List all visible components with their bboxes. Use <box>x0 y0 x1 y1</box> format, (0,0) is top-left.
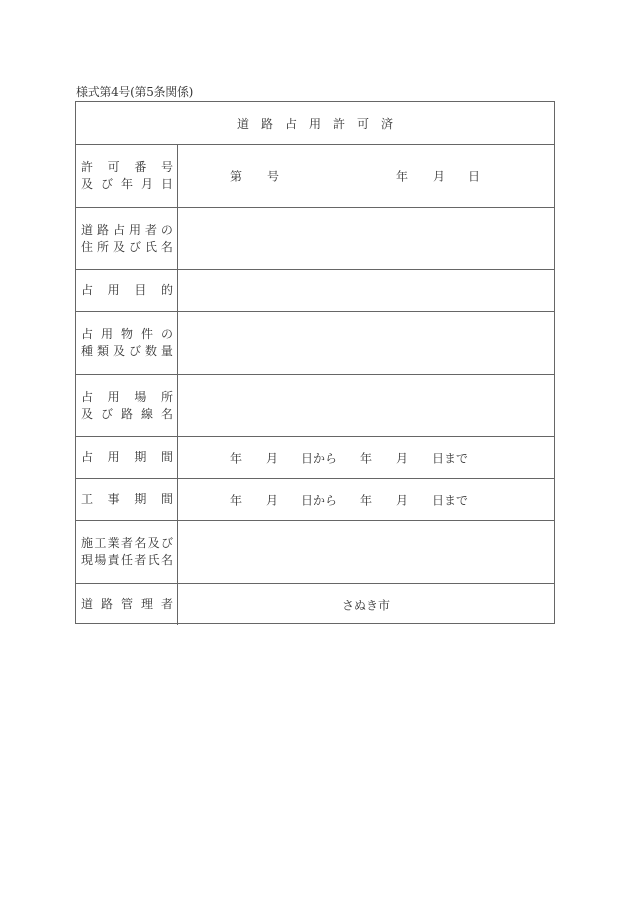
label-char: 管 <box>120 597 133 611</box>
label-char: の <box>160 327 173 341</box>
title-char: 道 <box>236 116 249 131</box>
label-char: 路 <box>100 597 113 611</box>
label-char: 場 <box>134 389 147 404</box>
label-char: 者 <box>144 222 157 237</box>
label-char: 及 <box>112 239 125 254</box>
value-part: 日まで <box>432 493 469 507</box>
label-char: 占 <box>81 389 94 404</box>
value-part: 日から <box>301 451 338 465</box>
row-label <box>76 437 178 478</box>
row-label <box>76 375 178 436</box>
label-char: 種 <box>81 344 94 358</box>
label-char: 占 <box>81 450 94 464</box>
label-char: 責 <box>107 553 120 567</box>
title-char: 占 <box>284 116 297 131</box>
value-part: 日から <box>301 493 338 507</box>
label-char: 住 <box>81 239 94 254</box>
label-line <box>81 449 173 466</box>
permit-table <box>75 101 555 624</box>
row-value-field[interactable] <box>178 584 554 625</box>
label-char: 場 <box>94 553 107 567</box>
value-part: 日まで <box>432 451 469 465</box>
label-char: 理 <box>140 597 153 611</box>
label-line <box>81 596 173 613</box>
label-char: 目 <box>134 283 147 297</box>
label-char: び <box>128 344 141 358</box>
label-line <box>81 389 173 406</box>
label-char: 占 <box>81 283 94 297</box>
label-char: 施 <box>81 536 94 550</box>
label-char: 間 <box>160 450 173 464</box>
row-value-field[interactable] <box>178 437 554 478</box>
label-char: 名 <box>134 536 147 550</box>
label-char: 量 <box>160 344 173 358</box>
row-value-field[interactable] <box>178 312 554 374</box>
value-part: 月 <box>266 493 279 507</box>
label-char: 期 <box>134 492 147 506</box>
label-char: 占 <box>112 222 125 237</box>
label-char: 可 <box>107 160 120 174</box>
title-char: 可 <box>357 116 370 131</box>
value-part: 年 <box>396 169 409 184</box>
value-part: 年 <box>360 493 373 507</box>
label-char: 的 <box>160 283 173 297</box>
label-char: 期 <box>134 450 147 464</box>
label-char: 線 <box>140 406 153 421</box>
table-title <box>76 102 554 144</box>
value-part: 月 <box>396 451 409 465</box>
label-char: び <box>100 406 113 421</box>
label-char: 用 <box>128 222 141 237</box>
title-char: 許 <box>333 116 346 131</box>
row-value-field[interactable] <box>178 270 554 311</box>
value-part: 年 <box>360 451 373 465</box>
label-line <box>81 535 173 552</box>
label-char: 数 <box>144 344 157 358</box>
label-char: 氏 <box>147 553 160 567</box>
label-char: 及 <box>81 406 94 421</box>
label-char: 物 <box>120 327 133 341</box>
row-label <box>76 479 178 520</box>
label-char: 類 <box>96 344 109 358</box>
value-part: 第 <box>230 169 243 184</box>
label-line <box>81 239 173 256</box>
title-row <box>76 102 554 144</box>
row-label <box>76 270 178 311</box>
value-part: 年 <box>230 493 243 507</box>
row-label <box>76 584 178 625</box>
label-char: 名 <box>160 553 173 567</box>
label-line <box>81 406 173 423</box>
label-line <box>81 176 173 193</box>
label-char: 間 <box>160 492 173 506</box>
row-value-field[interactable] <box>178 479 554 520</box>
label-char: 許 <box>81 160 94 174</box>
row-label <box>76 208 178 269</box>
label-char: 件 <box>140 327 153 341</box>
label-char: 用 <box>107 450 120 464</box>
title-char: 済 <box>381 116 394 131</box>
label-char: 日 <box>160 177 173 191</box>
label-char: 道 <box>81 222 94 237</box>
label-line <box>81 491 173 508</box>
label-char: 事 <box>107 492 120 506</box>
label-char: 名 <box>160 239 173 254</box>
label-char: 月 <box>140 177 153 191</box>
label-char: 工 <box>81 492 94 506</box>
label-char: 用 <box>107 389 120 404</box>
row-label <box>76 145 178 207</box>
label-char: 現 <box>81 553 94 567</box>
occupied-items-row <box>76 311 554 374</box>
label-line <box>81 552 173 569</box>
label-char: 所 <box>96 239 109 254</box>
road-administrator-row <box>76 583 554 625</box>
label-char: 用 <box>107 283 120 297</box>
value-part: 月 <box>266 451 279 465</box>
label-char: 氏 <box>144 239 157 254</box>
label-char: 者 <box>120 536 133 550</box>
label-char: 業 <box>107 536 120 550</box>
occupancy-location-row <box>76 374 554 436</box>
label-line <box>81 159 173 176</box>
occupancy-purpose-row <box>76 269 554 311</box>
contractor-supervisor-row <box>76 520 554 583</box>
form-number-label: 様式第4号(第5条関係) <box>76 85 194 99</box>
occupancy-period-row <box>76 436 554 478</box>
label-char: 道 <box>81 597 94 611</box>
label-char: 路 <box>120 406 133 421</box>
row-value-field[interactable] <box>178 521 554 583</box>
label-char: 工 <box>94 536 107 550</box>
row-label <box>76 521 178 583</box>
value-part: 月 <box>433 169 446 184</box>
label-char: 番 <box>134 160 147 174</box>
construction-period-row <box>76 478 554 520</box>
label-line <box>81 343 173 360</box>
label-char: 年 <box>120 177 133 191</box>
row-label <box>76 312 178 374</box>
row-value-field[interactable] <box>178 208 554 269</box>
title-char: 用 <box>308 116 321 131</box>
value-part: 日 <box>468 169 481 184</box>
label-char: 者 <box>134 553 147 567</box>
label-char: 及 <box>81 177 94 191</box>
label-char: 所 <box>160 389 173 404</box>
label-char: 名 <box>160 406 173 421</box>
label-char: の <box>160 222 173 237</box>
label-line <box>81 326 173 343</box>
value-part: 号 <box>267 169 280 184</box>
label-line <box>81 282 173 299</box>
row-value-field[interactable] <box>178 375 554 436</box>
label-line <box>81 222 173 239</box>
label-char: び <box>100 177 113 191</box>
label-char: 者 <box>160 597 173 611</box>
occupant-address-name-row <box>76 207 554 269</box>
label-char: 用 <box>100 327 113 341</box>
permit-number-date-row <box>76 144 554 207</box>
label-char: 及 <box>112 344 125 358</box>
value-text: さぬき市 <box>341 598 390 612</box>
label-char: び <box>160 536 173 550</box>
label-char: 及 <box>147 536 160 550</box>
label-char: 号 <box>160 160 173 174</box>
label-char: 任 <box>120 553 133 567</box>
title-char: 路 <box>260 116 273 131</box>
row-value-field[interactable] <box>178 145 554 207</box>
value-part: 年 <box>230 451 243 465</box>
value-part: 月 <box>396 493 409 507</box>
label-char: 占 <box>81 327 94 341</box>
label-char: 路 <box>96 222 109 237</box>
label-char: び <box>128 239 141 254</box>
